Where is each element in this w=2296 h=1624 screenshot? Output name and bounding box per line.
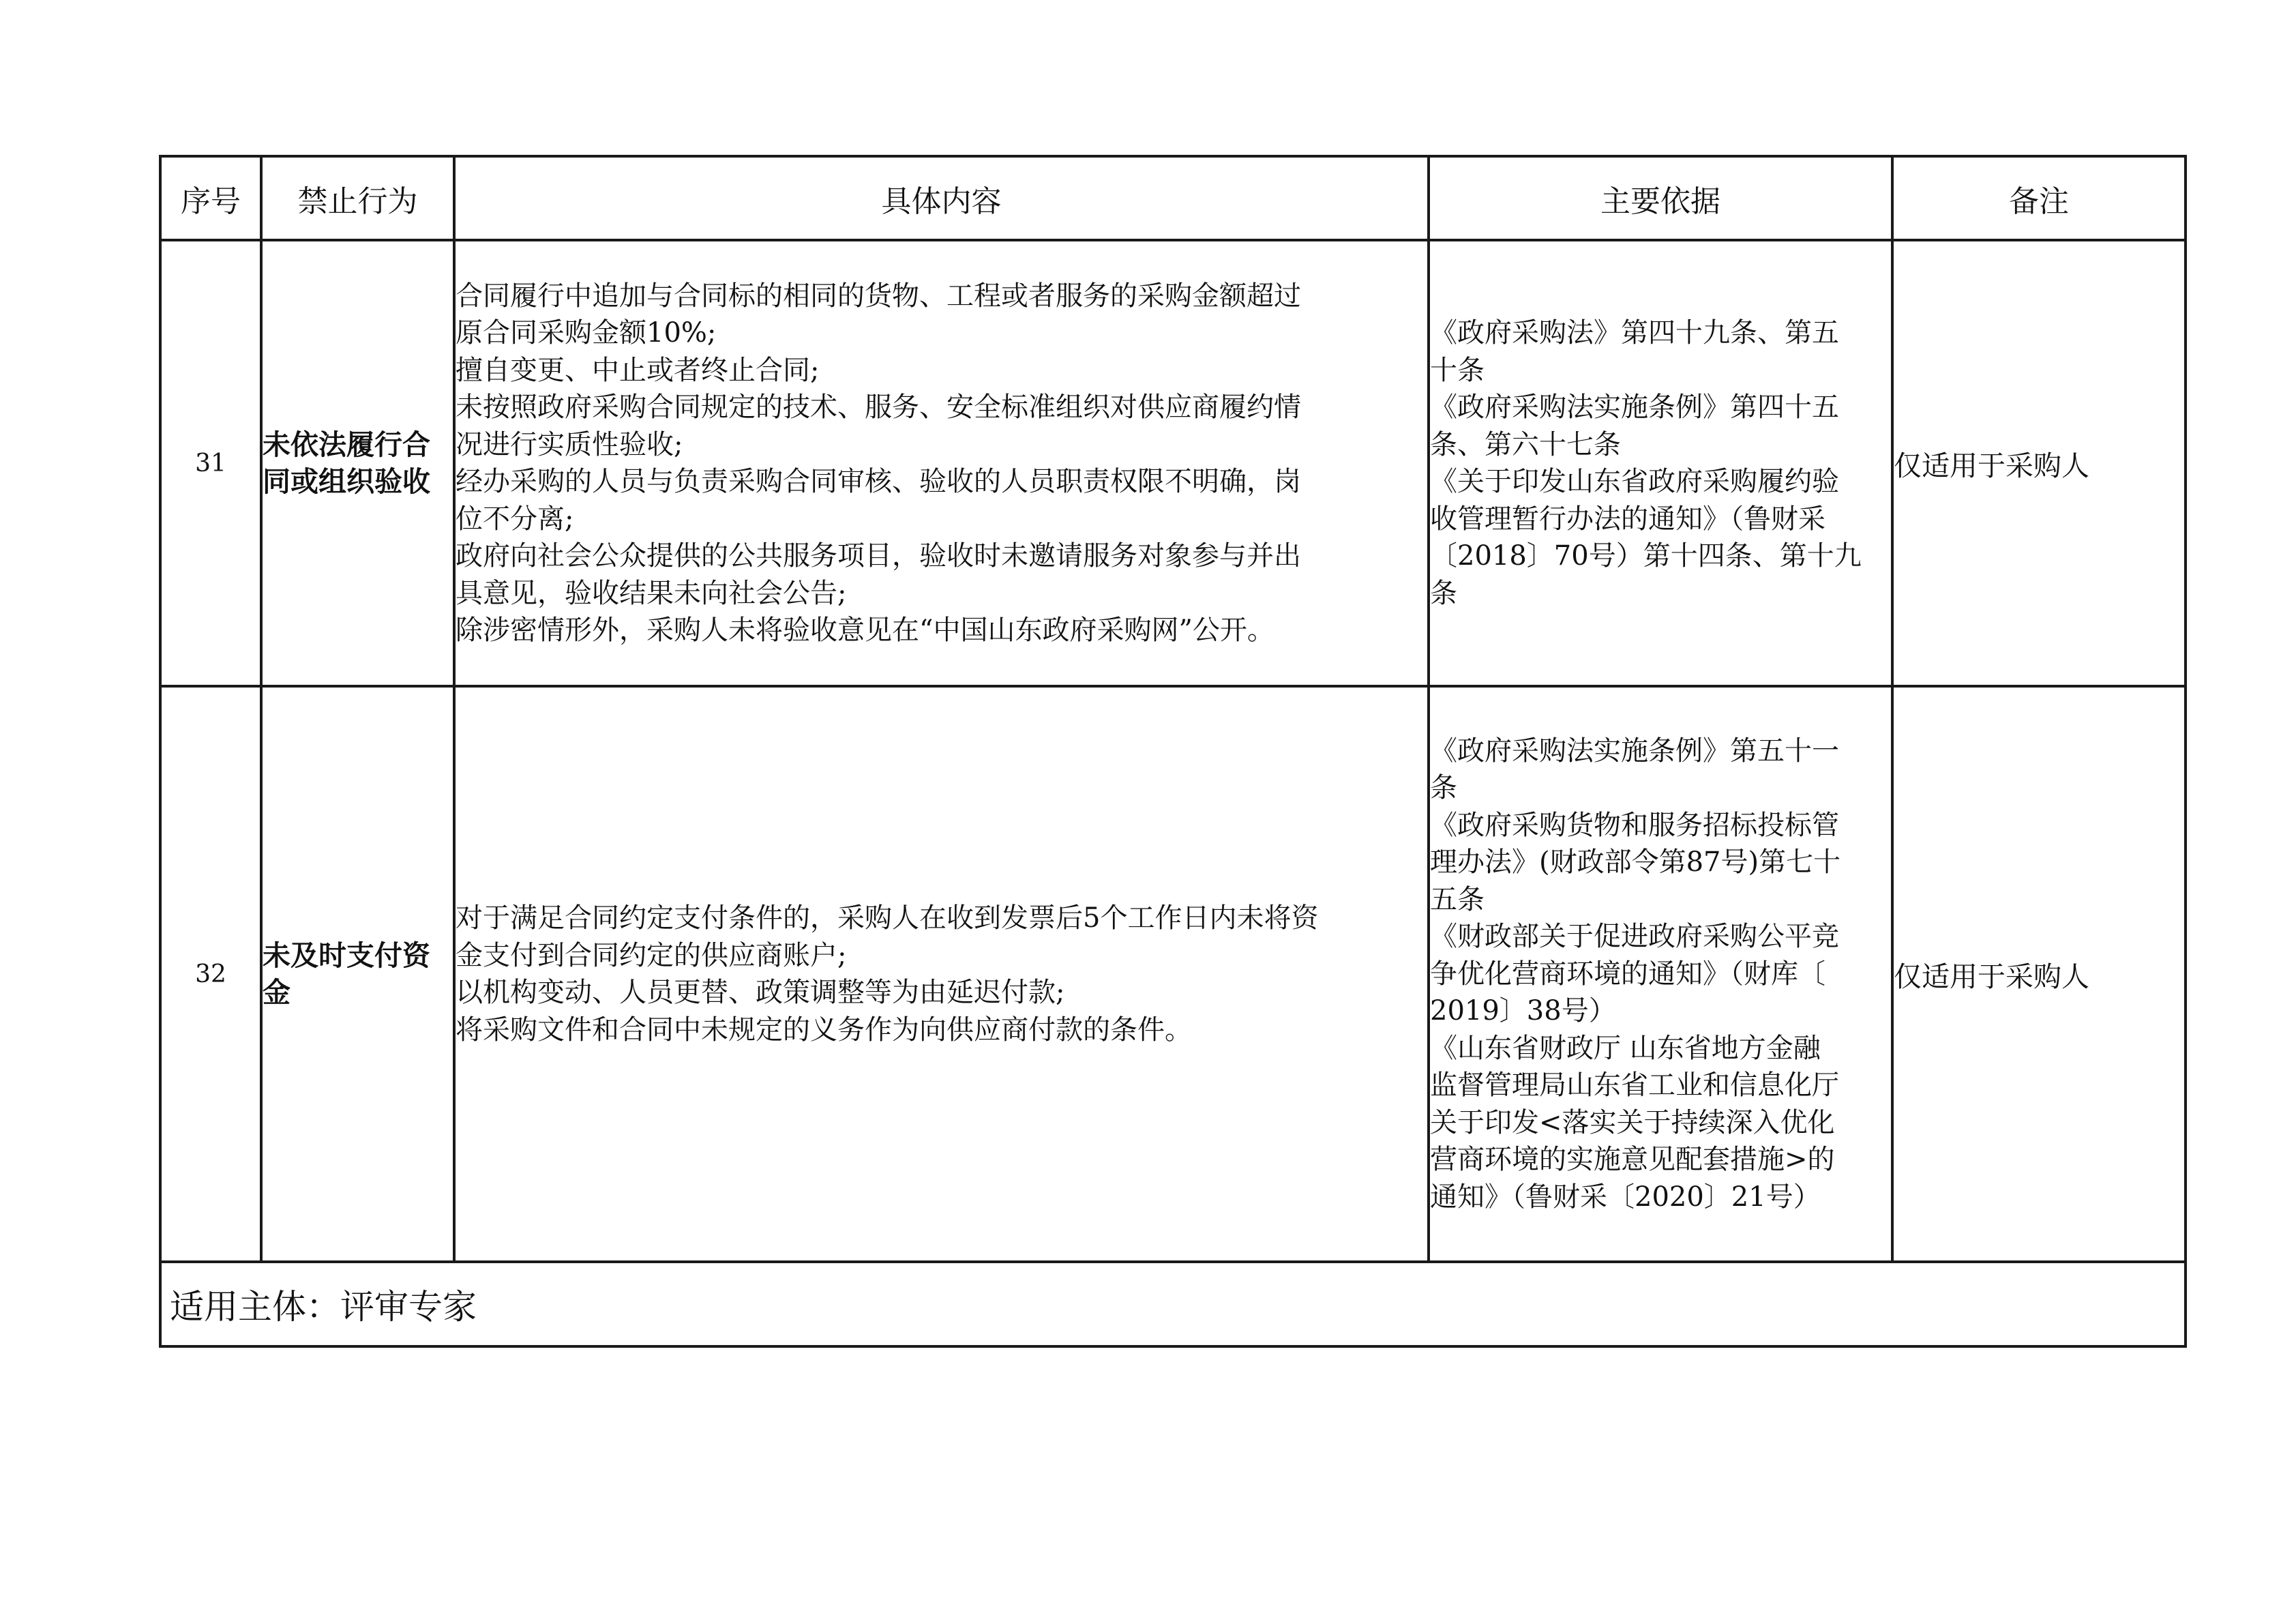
header-behavior: 禁止行为	[261, 156, 454, 240]
basis-line: 十条	[1430, 354, 1485, 386]
basis-line: 《关于印发山东省政府采购履约验	[1430, 466, 1839, 497]
basis-line: 2019〕38号）	[1430, 995, 1616, 1027]
basis-line: 理办法》(财政部令第87号)第七十	[1430, 846, 1841, 879]
content-line: 原合同采购金额10%;	[456, 317, 717, 349]
section-footer-row	[160, 1262, 2186, 1346]
header-seq: 序号	[160, 156, 261, 240]
content-line: 将采购文件和合同中未规定的义务作为向供应商付款的条件。	[456, 1014, 1192, 1046]
row-seq: 32	[160, 686, 261, 1262]
basis-line: 条	[1430, 772, 1457, 804]
row-behavior	[261, 686, 454, 1262]
header-basis: 主要依据	[1429, 156, 1892, 240]
content-line: 擅自变更、中止或者终止合同;	[456, 354, 820, 386]
header-content: 具体内容	[454, 156, 1429, 240]
table-row	[160, 686, 2186, 1262]
header-note: 备注	[1892, 156, 2186, 240]
basis-line: 《政府采购货物和服务招标投标管	[1430, 809, 1839, 841]
basis-line: 争优化营商环境的通知》（财库〔	[1430, 958, 1825, 990]
basis-line: 〔2018〕70号）第十四条、第十九	[1430, 540, 1862, 572]
row-content	[454, 240, 1429, 686]
content-line: 以机构变动、人员更替、政策调整等为由延迟付款;	[456, 977, 1065, 1008]
row-basis	[1429, 240, 1892, 686]
content-line: 具意见，验收结果未向社会公告;	[456, 577, 847, 609]
basis-line: 《政府采购法》第四十九条、第五	[1430, 317, 1839, 349]
behavior-line: 未及时支付资	[263, 939, 430, 972]
content-line: 除涉密情形外，采购人未将验收意见在“中国山东政府采购网”公开。	[456, 615, 1274, 646]
row-note: 仅适用于采购人	[1892, 240, 2186, 686]
basis-line: 《政府采购法实施条例》第四十五	[1430, 392, 1839, 423]
content-line: 金支付到合同约定的供应商账户;	[456, 939, 847, 971]
basis-line: 条	[1430, 577, 1457, 609]
basis-line: 《财政部关于促进政府采购公平竞	[1430, 921, 1839, 953]
basis-line: 条、第六十七条	[1430, 428, 1621, 460]
row-behavior	[261, 240, 454, 686]
row-content	[454, 686, 1429, 1262]
row-seq: 31	[160, 240, 261, 686]
row-note: 仅适用于采购人	[1892, 686, 2186, 1262]
content-line: 况进行实质性验收;	[456, 428, 683, 460]
basis-line: 五条	[1430, 883, 1485, 915]
applicable-subject: 适用主体：评审专家	[160, 1262, 2186, 1346]
basis-line: 《政府采购法实施条例》第五十一	[1430, 735, 1839, 767]
basis-line: 关于印发<落实关于持续深入优化	[1430, 1106, 1835, 1138]
behavior-line: 金	[263, 976, 290, 1009]
basis-line: 通知》（鲁财采〔2020〕21号）	[1430, 1181, 1821, 1213]
behavior-line: 同或组织验收	[263, 465, 430, 498]
basis-line: 《山东省财政厅 山东省地方金融	[1430, 1032, 1821, 1064]
basis-line: 监督管理局山东省工业和信息化厅	[1430, 1069, 1839, 1102]
content-line: 位不分离;	[456, 503, 574, 535]
content-line: 未按照政府采购合同规定的技术、服务、安全标准组织对供应商履约情	[456, 392, 1301, 423]
row-basis	[1429, 686, 1892, 1262]
content-line: 对于满足合同约定支付条件的，采购人在收到发票后5个工作日内未将资	[456, 902, 1319, 934]
prohibited-behaviors-table	[159, 155, 2187, 1348]
table-row	[160, 240, 2186, 686]
content-line: 经办采购的人员与负责采购合同审核、验收的人员职责权限不明确，岗	[456, 466, 1301, 497]
behavior-line: 未依法履行合	[263, 428, 430, 461]
basis-line: 收管理暂行办法的通知》（鲁财采	[1430, 503, 1825, 535]
table-header-row	[160, 156, 2186, 240]
basis-line: 营商环境的实施意见配套措施>的	[1430, 1144, 1835, 1176]
content-line: 政府向社会公众提供的公共服务项目，验收时未邀请服务对象参与并出	[456, 540, 1301, 572]
content-line: 合同履行中追加与合同标的相同的货物、工程或者服务的采购金额超过	[456, 280, 1301, 312]
